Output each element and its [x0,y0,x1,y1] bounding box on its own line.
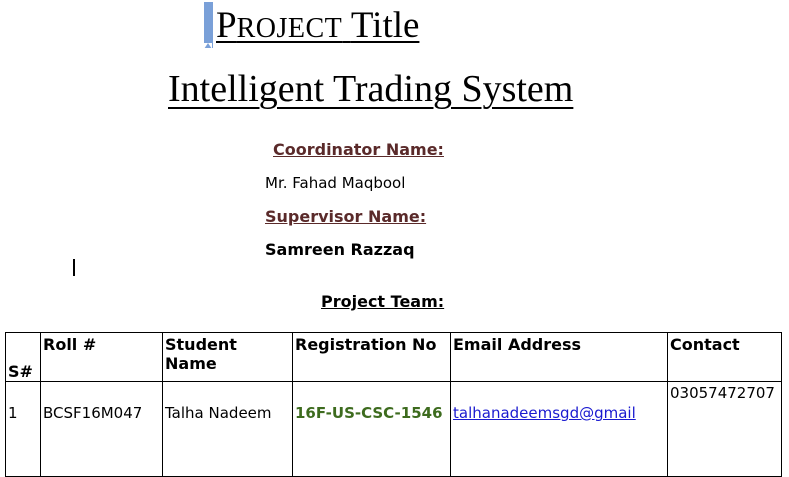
title-word: Title [350,5,420,46]
supervisor-label: Supervisor Name: [265,207,427,226]
table-row [6,382,782,477]
cell-email [451,382,668,477]
column-header: Registration No [293,333,451,382]
cell-sn: 1 [6,382,41,477]
selection-marker [204,2,213,48]
cell-registration: 16F-US-CSC-1546 [293,382,451,477]
email-link[interactable]: talhanadeemsgd@gmail [453,404,636,422]
cell-roll: BCSF16M047 [41,382,163,477]
team-table [5,332,782,477]
text-cursor [73,259,75,276]
team-heading: Project Team: [321,292,445,311]
column-header: Email Address [451,333,668,382]
page-title [216,6,419,49]
title-first-letter: P [216,5,237,46]
column-header: S# [6,333,41,382]
cell-student: Talha Nadeem [163,382,293,477]
coordinator-label: Coordinator Name: [273,140,444,159]
cell-contact: 03057472707 [668,382,782,477]
coordinator-name: Mr. Fahad Maqbool [265,174,406,192]
column-header: Roll # [41,333,163,382]
project-name: Intelligent Trading System [168,68,574,110]
column-header: Student Name [163,333,293,382]
column-header: Contact [668,333,782,382]
supervisor-name: Samreen Razzaq [265,240,415,259]
title-small-caps: ROJECT [236,13,343,44]
table-header-row [6,333,782,382]
